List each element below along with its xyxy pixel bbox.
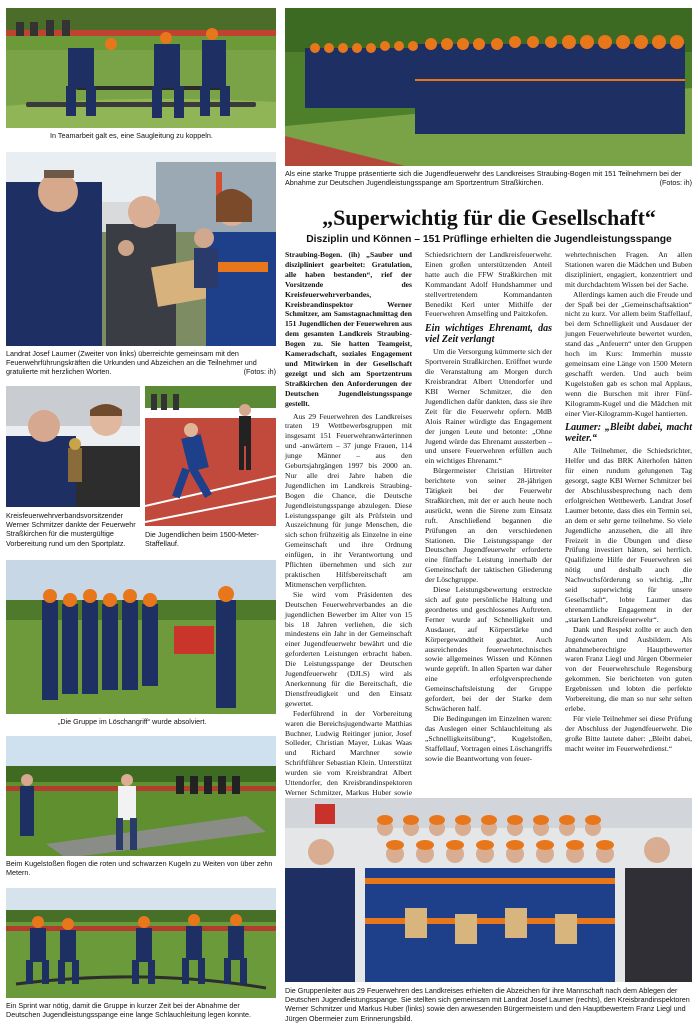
article-paragraph: Alle Teilnehmer, die Schiedsrichter, Helfer und das BRK Aiterhofen hätten für einen rundum gelungenen Tag gesorgt, sagte KBI Werner Schmitzer bei der Abschlussbesprechung nach dem erfolgreichen Wettbewerb. Landrat Josef Laumer betonte, dass dies ein Termin sei, an dem er sehr gerne teilnehme. So viele Jugendliche anzusehen, die all ihre Freizeit in die Übungen und diese Prüfung investiert hätten, sei herrlich. Qualifizierte Hilfe der Feuerwehren sei nötig und deshalb auch die Nachwuchsförderung so wichtig. „Ihr seid superwichtig für unsere Gesellschaft“, lobte Laumer das ehrenamtliche Engagement in der „starken Landkreisfeuerwehr“. [565, 446, 692, 624]
caption-photo3 [6, 349, 276, 377]
photo-certificates [6, 152, 276, 346]
article-paragraph: Bürgermeister Christian Hirtreiter berichtete von seiner 28-jährigen Tätigkeit bei der Feuerwehr Straßkirchen, mit der er auch heute noch ausrückt, wenn die Sirene zum Einsatz ruft. Anschließend begannen die Prüfungen an den verschiedenen Stationen. Die Leistungsspange der Deutschen Jugendfeuerwehr erforderte eine fünffache Leistung innerhalb der Gemeinschaft der taktischen Gliederung der Löschgruppe. [425, 466, 552, 585]
caption-photo8: Ein Sprint war nötig, damit die Gruppe in kurzer Zeit bei der Abnahme der Deutschen Jugendleistungsspange eine lange Schlauchleitung legen konnte. [6, 1001, 251, 1020]
caption-photo9: Die Gruppenleiter aus 29 Feuerwehren des Landkreises erhielten die Abzeichen für ihre Mannschaft nach dem Ablegen der Deutschen Jugendleistungsspange. Sie stellten sich gemeinsam mit Landrat Josef Laumer (rechts), den Kreisbrandinspektoren Werner Schmitzer und Markus Huber (links) sowie den anwesenden Bürgermeistern und den Hauptbewertern Franz Liegl und Jürgen Obermeier zum Erinnerungsbild. [285, 986, 690, 1023]
caption-photo6: „Die Gruppe im Löschangriff“ wurde absolviert. [58, 717, 207, 726]
article-paragraph: Allerdings kamen auch die Freude und der Spaß bei der „Gemeinschaftsaktion“ nicht zu kurz. Vor allem beim Staffellauf, bei dem Schnelligkeit und Ausdauer der jungen Feuerwehrleute bewertet wurden, stand das „Anfeuern“ unter den Gruppen hoch im Kurs: Immerhin musste gemeinsam eine Länge von 1500 Metern geschafft werden. Und auch beim Kugelstoßen gab es schon mal Applaus, wenn die Burschen mit ihrer Fünf-Kilogramm-Kugel und die Mädchen mit einer Vier-Kilogramm-Kugel hantierten. [565, 289, 692, 418]
article-intro [285, 250, 412, 409]
caption-photo5: Die Jugendlichen beim 1500-Meter-Staffellauf. [145, 530, 259, 549]
article-column-1 [285, 250, 412, 808]
photo-shot-put [6, 736, 276, 856]
article-dateline: Straubing-Bogen. (ih) [285, 250, 360, 259]
caption-photo4: Kreisfeuerwehrverbandsvorsitzender Werner Schmitzer dankte der Feuerwehr Straßkirchen für die mustergültige Vorbereitung rund um den Sportplatz. [6, 511, 136, 548]
article-paragraph: Diese Leistungsbewertung erstreckte sich auf gute persönliche Haltung und geordnetes und geschlossenes Auftreten. Ferner wurde auf Schnelligkeit und Ausdauer, auf Körperstärke und Körpergewandtheit geachtet. Auch ausreichendes feuerwehrtechnisches sowie allgemeines Wissen und Können wurde geprüft. In allen Sparten war daher eine erfolgversprechende Gemeinschaftsleistung der Gruppe gefordert, bei der der Starke dem Schwächeren half. [425, 585, 552, 713]
article-headline: „Superwichtig für die Gesellschaft“ [322, 205, 656, 230]
article-column-3 [565, 250, 692, 754]
article-subheadline: Disziplin und Können – 151 Prüflinge erhielten die Jugendleistungsspange [306, 234, 672, 245]
article-paragraph: wehrtechnischen Fragen. An allen Stationen waren die Mädchen und Buben diszipliniert, engagiert, konzentriert und mit durchdachtem Wissen bei der Sache. [565, 250, 692, 289]
photo-group-lineup [285, 8, 692, 166]
photo-relay-race [145, 386, 276, 526]
photo-suction-line [6, 8, 276, 128]
article-paragraph: Dank und Respekt zollte er auch den Jugendwarten und Ausbildern. Als abnahmeberechtigte Hauptbewerter waren Franz Liegl und Jürgen Obermeier von der Feuerwehrschule Regensburg gekommen. Sie berichteten von guten Ergebnissen und lobten die perfekte Vorbereitung, die man so nur sehr selten erlebe. [565, 624, 692, 713]
article-intro-text: „Sauber und diszipliniert gearbeitet: Gratulation, alle haben bestanden“, rief der Vorsitzende des Kreisfeuerwehrverbandes, Kreisbrandinspektor Werner Schmitzer, am Samstagnachmittag den 151 Jugendlichen der Feuerwehren aus dem gesamten Landkreis Straubing-Bogen zu. Sie hatten Teamgeist, Kameradschaft, soziales Engagement und Mitwirken in der Gesellschaft gezeigt und sich am Sportzentrum Straßkirchen den Anforderungen der Deutschen Jugendleistungsspange gestellt. [285, 250, 413, 408]
article-subtitle: Ein wichtiges Ehrenamt, das viel Zeit verlangt [425, 323, 552, 346]
article-paragraph: Federführend in der Vorbereitung waren die Bereichsjugendwarte Matthias Buchner, Ludwig Reitinger junior, Josef Solleder, Christian Mayer, Lukas Waas und Richard Marchner sowie Schriftführer Sebastian Klein. Unterstützt wurden sie vom Kreisbrandrat Albert Uttendorfer, den Kreisbrandinspektoren Werner Schmitzer, Markus Huber sowie [285, 708, 412, 797]
caption-photo1: In Teamarbeit galt es, eine Saugleitung zu koppeln. [50, 131, 213, 140]
caption-photo2-credit: (Fotos: ih) [659, 178, 692, 188]
caption-photo7: Beim Kugelstoßen flogen die roten und schwarzen Kugeln zu Weiten von über zehn Metern. [6, 859, 273, 878]
photo-hose-sprint [6, 888, 276, 998]
caption-photo2-text: Als eine starke Truppe präsentierte sich die Jugendfeuerwehr des Landkreises Straubing-Bogen mit 151 Teilnehmern bei der Abnahme zur Deutschen Jugendleistungsspange am Sportzentrum Straßkirchen. [285, 169, 682, 188]
article-column-2 [425, 250, 552, 763]
article-paragraph: Schiedsrichtern der Landkreisfeuerwehr. Einen großen unterstützenden Anteil hatte auch die FFW Straßkirchen mit Kommandant Adolf Hundshammer und stellvertretendem Kommandanten Benedikt Kerl unter Mithilfe der Feuerwehren Amselfing und Paitzkofen. [425, 250, 552, 319]
caption-photo3-text: Landrat Josef Laumer (Zweiter von links) überreichte gemeinsam mit den Feuerwehrführungskräften die Urkunden und Abzeichen an die Teilnehmer und gratulierte mit herzlichen Worten. [6, 349, 257, 377]
article-paragraph: Die Bedingungen im Einzelnen waren: das Auslegen einer Schlauchleitung als „Schnelligkeitsübung“, Kugelstoßen, Staffellauf, Vortragen eines Löschangriffs sowie die Beantwortung von feuer- [425, 713, 552, 763]
photo-loeschangriff [6, 560, 276, 714]
article-paragraph: Aus 29 Feuerwehren des Landkreises traten 19 Wettbewerbsgruppen mit insgesamt 151 Feuerwehranwärterinnen und -anwärtern – 37 junge Frauen, 114 junge Männer – aus den Geburtsjahrgängen 1997 bis 2000 an. Nur alle drei Jahre haben die Jugendlichen im Landkreis Straubing-Bogen die Chance, die Deutsche Jugendleistungsspange abzulegen. Diese Leistungsspange gilt als Prüfstein und Auszeichnung für junge Menschen, die sich schon frühzeitig als Einzelne in eine Gemeinschaft und ihre Ordnung einfügen, in ihr Verantwortung und Pflichten übernehmen und sich zur praktischen Hilfsbereitschaft am Mitmenschen verpflichten. [285, 411, 412, 589]
article-subtitle: Laumer: „Bleibt dabei, macht weiter.“ [565, 422, 692, 445]
caption-photo3-credit: (Fotos: ih) [243, 367, 276, 377]
article-paragraph: Für viele Teilnehmer sei diese Prüfung der Abschluss der Jugendfeuerwehr. Die große Bitte lautete daher: „Bleibt dabei, macht weiter im Feuerwehrdienst.“ [565, 713, 692, 753]
photo-group-leaders [285, 798, 692, 982]
article-paragraph: Um die Versorgung kümmerte sich der Sportverein Straßkirchen. Eröffnet wurde die Veranstaltung am Morgen durch Kreisbrandrat Albert Uttendorfer und KBI Werner Schmitzer, die den Jugendlichen dafür dankten, dass sie ihre Zeit für die Feuerwehr opfern. MdB Alois Rainer würdigte das Engagement der jungen Leute und betonte: „Ohne Jugend würde das Ehrenamt aussterben – und unsere Feuerwehren erfüllen auch ein wichtiges Ehrenamt.“ [425, 347, 552, 466]
caption-photo2 [285, 169, 692, 187]
photo-schmitzer-thanks [6, 386, 140, 507]
article-paragraph: Sie wird vom Präsidenten des Deutschen Feuerwehrverbandes an die jugendlichen Bewerber im Alter von 15 bis 18 Jahren verliehen, die sich mindestens ein Jahr in der Gemeinschaft einer Jugendfeuerwehr bewährt und die geforderten Leistungen erbracht haben. Die Leistungsspange der Deutschen Jugendfeuerwehr (DJLS) wird als Anerkennung für die Bereitschaft, die Dienstfreudigkeit und den Einsatz gewertet. [285, 589, 412, 708]
